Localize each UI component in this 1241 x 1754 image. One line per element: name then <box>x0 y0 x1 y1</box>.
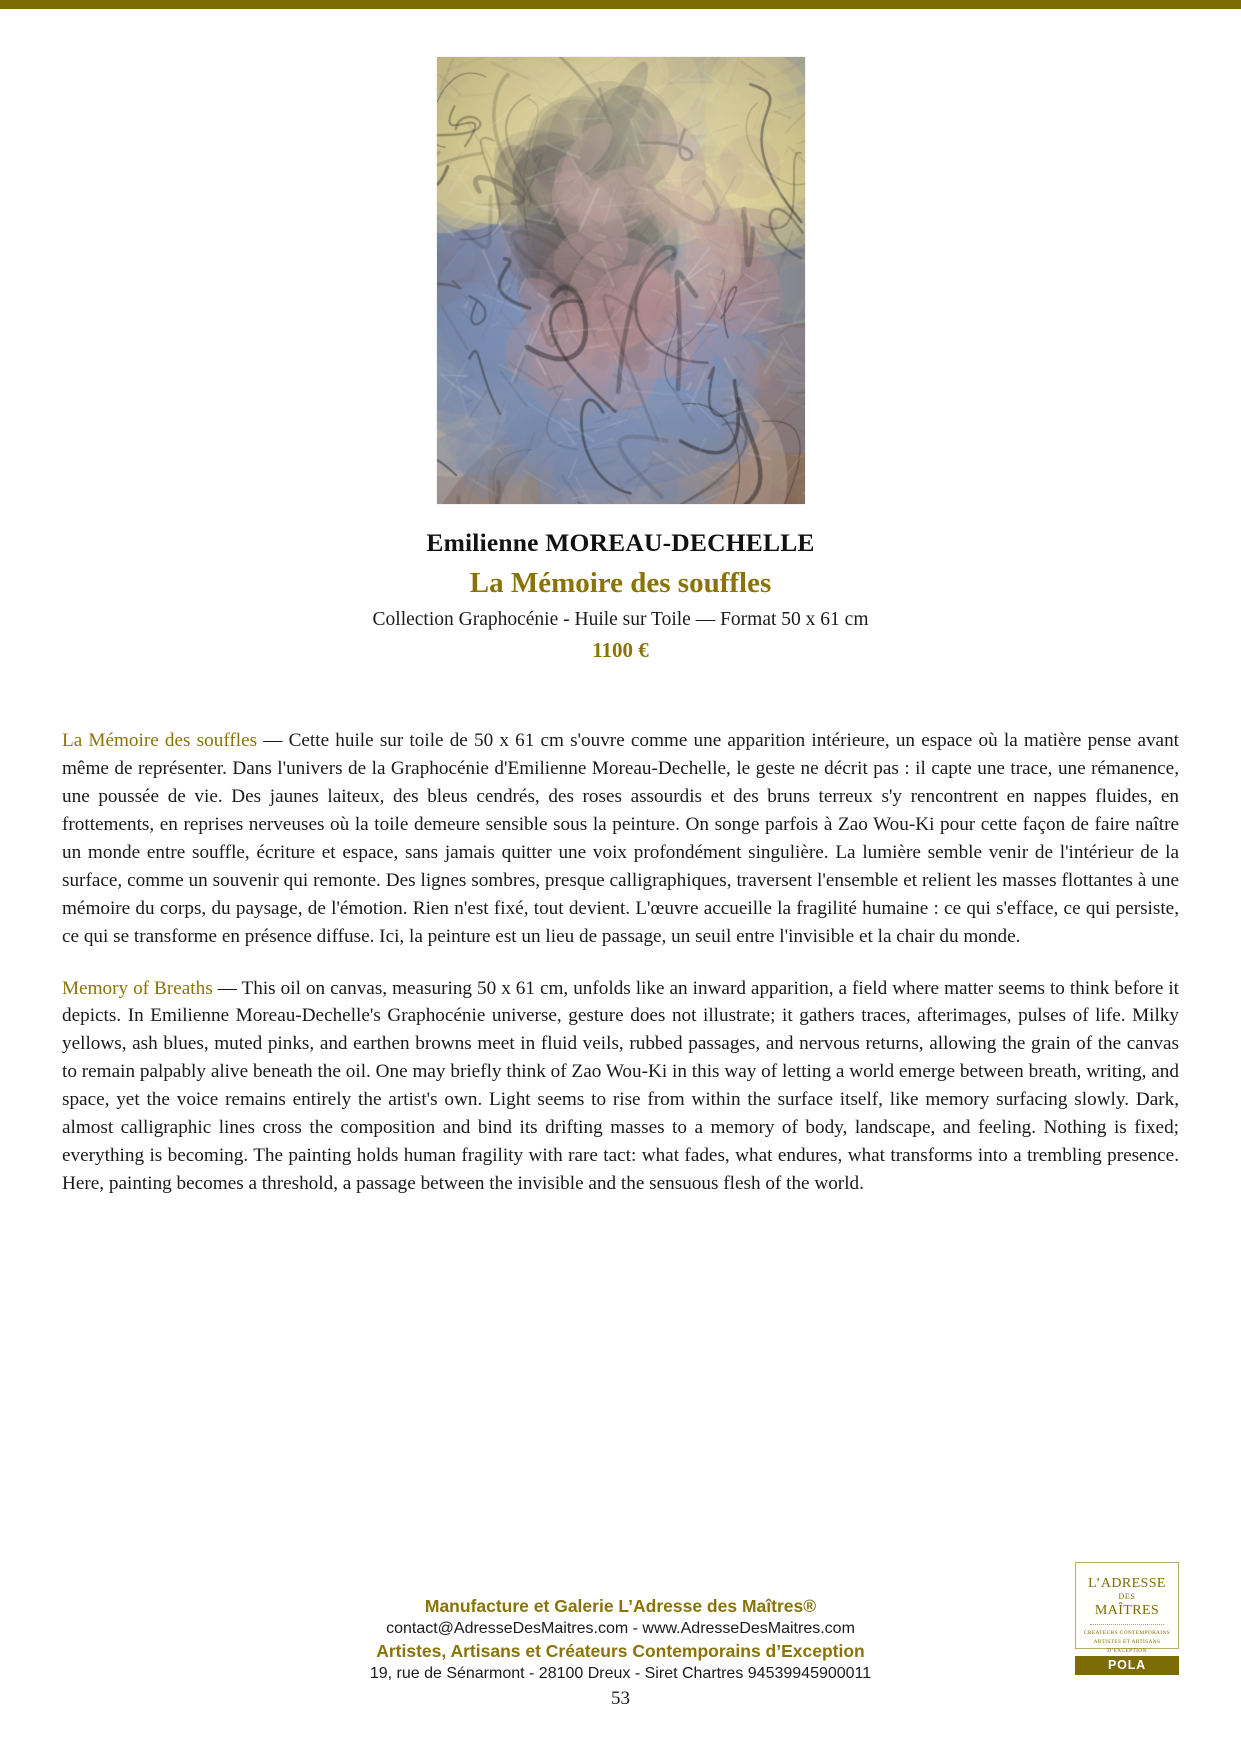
top-accent-rule <box>0 0 1241 9</box>
logo-line-adresse: L’ADRESSE <box>1088 1576 1166 1591</box>
brand-logo <box>1075 1562 1179 1675</box>
paragraph-english-lead: Memory of Breaths <box>62 977 213 999</box>
logo-card <box>1075 1562 1179 1654</box>
logo-sub-line-1: CRÉATEURS CONTEMPORAINS <box>1083 1630 1171 1637</box>
description-body <box>62 727 1179 1198</box>
artwork-figure <box>0 57 1241 504</box>
logo-divider <box>1090 1624 1164 1625</box>
footer-contact: contact@AdresseDesMaitres.com - www.AdresseDesMaitres.com <box>386 1620 855 1638</box>
page-title: La Mémoire des souffles <box>469 566 772 599</box>
logo-sub-line-3: D’EXCEPTION <box>1107 1647 1147 1654</box>
logo-sub-line-2: ARTISTES ET ARTISANS <box>1093 1639 1161 1646</box>
artwork-title-block <box>0 527 1241 664</box>
pola-badge: POLA <box>1075 1656 1179 1675</box>
paragraph-french-lead: La Mémoire des souffles <box>62 730 258 751</box>
page-number: 53 <box>611 1687 630 1709</box>
artwork-price: 1100 € <box>592 637 649 662</box>
paragraph-english-text: — This oil on canvas, measuring 50 x 61 cm, unfolds like an inward apparition, a field where matter seems to think before it depicts. In Emilienne Moreau-Dechelle's Graphocénie universe, gesture does not illustrate; it gathers traces, afterimages, pulses of life. Milky yellows, ash blues, muted pinks, and earthen browns meet in fluid veils, rubbed passages, and nervous returns, allowing the grain of the canvas to remain palpably alive beneath the oil. One may briefly think of Zao Wou-Ki in this way of letting a world emerge between breath, writing, and space, yet the voice remains entirely the artist's own. Light seems to rise from within the surface itself, like memory surfacing slowly. Dark, almost calligraphic lines cross the composition and bind its drifting masses to a memory of body, landscape, and feeling. Nothing is fixed; everything is becoming. The painting holds human fragility with rare tact: what fades, what endures, what transforms into a trembling presence. Here, painting becomes a threshold, a passage between the invisible and the sensuous flesh of the world. <box>62 977 1179 1195</box>
artist-name: Emilienne MOREAU-DECHELLE <box>426 528 815 557</box>
paragraph-french-text: — Cette huile sur toile de 50 x 61 cm s'ouvre comme une apparition intérieure, un espace où la matière pense avant même de représenter. Dans l'univers de la Graphocénie d'Emilienne Moreau-Dechelle, le geste ne décrit pas : il capte une trace, une rémanence, une poussée de vie. Des jaunes laiteux, des bleus cendrés, des roses assourdis et des bruns terreux s'y rencontrent en nappes fluides, en frottements, en reprises nerveuses où la toile demeure sensible sous la peinture. On songe parfois à Zao Wou-Ki pour cette façon de faire naître un monde entre souffle, écriture et espace, sans jamais quitter une voix profondément singulière. La lumière semble venir de l'intérieur de la surface, comme un souvenir qui remonte. Des lignes sombres, presque calligraphiques, traversent l'ensemble et relient les masses flottantes à une mémoire du corps, du paysage, de l'émotion. Rien n'est fixé, tout devient. L'œuvre accueille la fragilité humaine : ce qui s'efface, ce qui persiste, ce qui se transforme en présence diffuse. Ici, la peinture est un lieu de passage, un seuil entre l'invisible et la chair du monde. <box>62 730 1179 947</box>
logo-line-des: DES <box>1118 1592 1136 1602</box>
footer-address: 19, rue de Sénarmont - 28100 Dreux - Siret Chartres 94539945900011 <box>369 1665 872 1683</box>
footer-company-name: Manufacture et Galerie L’Adresse des Maîtres® <box>424 1596 817 1616</box>
footer-tagline: Artistes, Artisans et Créateurs Contemporains d’Exception <box>376 1640 865 1661</box>
artwork-image <box>437 57 805 504</box>
page-footer <box>0 1595 1241 1711</box>
artwork-meta: Collection Graphocénie - Huile sur Toile — Format 50 x 61 cm <box>372 609 869 631</box>
logo-line-maitres: MAÎTRES <box>1094 1603 1160 1619</box>
paragraph-french <box>62 727 1179 951</box>
paragraph-english <box>62 975 1179 1199</box>
